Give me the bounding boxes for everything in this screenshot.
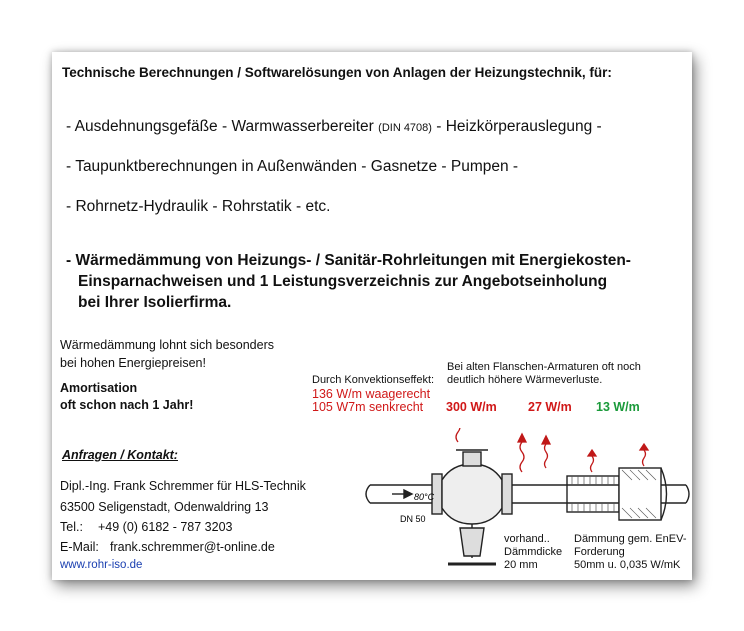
dn-label: DN 50 (400, 514, 426, 524)
services-line-2: - Taupunktberechnungen in Außenwänden - Gasnetze - Pumpen - (66, 158, 519, 175)
amortisation-line-1: Amortisation (60, 381, 138, 395)
convection-horizontal: 136 W/m waagerecht (312, 387, 431, 401)
valve-bonnet (463, 452, 481, 466)
contact-address: 63500 Seligenstadt, Odenwaldring 13 (60, 500, 269, 514)
heat-arrow-enev (640, 444, 648, 450)
enev-insulation-end (661, 468, 667, 520)
contact-email (60, 540, 275, 554)
heat-wave-enev (643, 450, 646, 466)
info-card (52, 52, 692, 580)
heat-arrow-valve (518, 434, 526, 442)
flange-right (502, 474, 512, 514)
email-address[interactable]: frank.schremmer@t-online.de (110, 540, 275, 554)
heat-wave-valve (520, 442, 524, 472)
pipe-end-cut (366, 485, 370, 503)
enev-note-line-1: Dämmung gem. EnEV- (574, 533, 687, 545)
services-line-1: - Ausdehnungsgefäße - Warmwasserbereiter (DIN 4708) - Heizkörperauslegung - (66, 118, 602, 135)
existing-note-line-1: vorhand.. (504, 533, 550, 545)
page-title: Technische Berechnungen / Softwarelösungen von Anlagen der Heizungstechnik, für: (62, 65, 612, 80)
heat-arrow-existing (588, 450, 596, 456)
contact-heading: Anfragen / Kontakt: (62, 448, 178, 462)
existing-insulation-note (504, 533, 562, 572)
existing-note-line-2: Dämmdicke (504, 546, 563, 558)
insulation-offer (66, 250, 686, 313)
loss-enev: 13 W/m (596, 400, 640, 414)
enev-insulation (619, 468, 661, 520)
enev-insulation-note (574, 533, 687, 572)
flange-note-line-2: deutlich höhere Wärmeverluste. (447, 374, 603, 386)
pipe3-end-cut (686, 485, 689, 503)
note-line-2: bei hohen Energiepreisen! (60, 356, 206, 370)
enev-note-line-2: Forderung (574, 546, 625, 558)
insulation-line-3: bei Ihrer Isolierfirma. (78, 294, 232, 311)
insulation-note (60, 336, 274, 372)
existing-insulation (567, 476, 619, 512)
phone-label: Tel.: (60, 520, 83, 534)
insulation-line-1: - Wärmedämmung von Heizungs- / Sanitär-Rohrleitungen mit Energiekosten- (66, 252, 631, 269)
email-label: E-Mail: (60, 540, 99, 554)
contact-name: Dipl.-Ing. Frank Schremmer für HLS-Technik (60, 479, 306, 493)
enev-note-line-3: 50mm u. 0,035 W/mK (574, 559, 681, 571)
loss-existing: 27 W/m (528, 400, 572, 414)
amortisation-note (60, 380, 193, 414)
heat-arrow-pipe (542, 436, 550, 444)
website-link[interactable]: www.rohr-iso.de (60, 559, 143, 571)
insulation-line-2: Einsparnachweisen und 1 Leistungsverzeichnis zur Angebotseinholung (78, 273, 608, 290)
valve-body (442, 464, 502, 524)
convection-label: Durch Konvektionseffekt: (312, 374, 435, 386)
heat-wave-existing (591, 456, 594, 472)
loss-flange: 300 W/m (446, 400, 497, 414)
note-line-1: Wärmedämmung lohnt sich besonders (60, 338, 274, 352)
temp-label: 80°C (414, 492, 435, 502)
flange-note-line-1: Bei alten Flanschen-Armaturen oft noch (447, 361, 641, 373)
heat-wave-left (456, 428, 460, 442)
phone-number[interactable]: +49 (0) 6182 - 787 3203 (98, 520, 233, 534)
contact-phone (60, 520, 232, 534)
existing-note-line-3: 20 mm (504, 559, 538, 571)
valve-yoke (460, 528, 484, 556)
convection-vertical: 105 W7m senkrecht (312, 400, 424, 414)
flow-arrow-head (404, 490, 412, 498)
services-line-3: - Rohrnetz-Hydraulik - Rohrstatik - etc. (66, 198, 331, 215)
amortisation-line-2: oft schon nach 1 Jahr! (60, 398, 194, 412)
flange-note (447, 361, 641, 387)
heat-wave-pipe (545, 444, 548, 468)
